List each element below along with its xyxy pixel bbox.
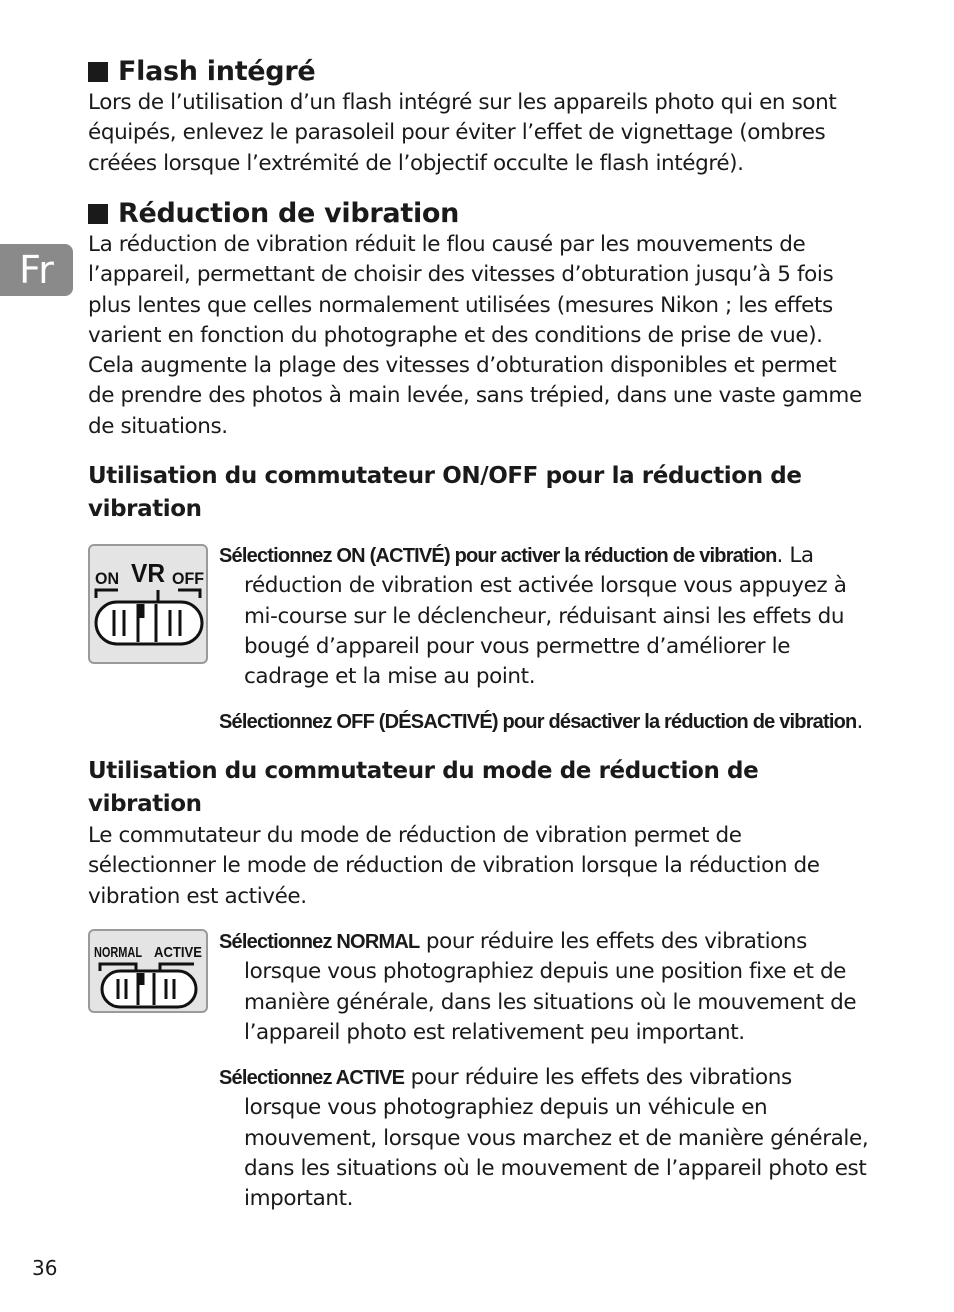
flash-body: Lors de l’utilisation d’un flash intégré sur les appareils photo qui en sont équipés, enlevez le parasoleil pour éviter l’effet de vignettage (ombres créées lorsque l’extrémité de l’objectif occulte le flash intégré). bbox=[88, 90, 837, 176]
mode-entry-normal bbox=[219, 927, 869, 1048]
mode-entry-active-text: pour réduire les effets des vibrations lorsque vous photographiez depuis un véhicule en mouvement, lorsque vous marchez et de manière générale, dans les situations où le mouvement de l’appareil photo est important. bbox=[244, 1065, 869, 1212]
switch-off-label: OFF bbox=[172, 569, 204, 588]
flash-title: Flash intégré bbox=[118, 56, 316, 87]
switch-normal-label: NORMAL bbox=[94, 944, 142, 961]
section-vr bbox=[88, 198, 868, 442]
mode-body: Le commutateur du mode de réduction de vibration permet de sélectionner le mode de réduction de vibration lorsque la réduction de vibration est activée. bbox=[88, 823, 820, 909]
vr-title: Réduction de vibration bbox=[118, 198, 460, 229]
switch-on-label: ON bbox=[95, 569, 119, 588]
mode-entry-active bbox=[219, 1063, 869, 1214]
switch-graphic-icon bbox=[90, 546, 206, 662]
square-bullet-icon bbox=[88, 62, 108, 82]
vr-mode-switch-illustration bbox=[88, 929, 208, 1013]
section-onoff bbox=[88, 460, 828, 526]
switch-active-label: ACTIVE bbox=[154, 944, 202, 961]
section-flash bbox=[88, 56, 868, 179]
flash-heading bbox=[88, 56, 868, 88]
switch-vr-label: VR bbox=[131, 558, 166, 588]
mode-entry-active-lead: Sélectionnez ACTIVE bbox=[219, 1067, 405, 1089]
mode-heading: Utilisation du commutateur du mode de réduction de vibration bbox=[88, 758, 759, 817]
onoff-entry-off-text: . bbox=[856, 709, 863, 734]
vr-body: La réduction de vibration réduit le flou causé par les mouvements de l’appareil, permettant de choisir des vitesses d’obturation jusqu’à 5 fois plus lentes que celles normalement utilisées (mesures Nikon ; les effets varient en fonction du photographe et des conditions de prise de vue). Cela augmente la plage des vitesses d’obturation disponibles et permet de prendre des photos à main levée, sans trépied, dans une vaste gamme de situations. bbox=[88, 232, 862, 439]
onoff-entry-off-lead: Sélectionnez OFF (DÉSACTIVÉ) pour désactiver la réduction de vibration bbox=[219, 711, 857, 733]
onoff-heading: Utilisation du commutateur ON/OFF pour la réduction de vibration bbox=[88, 463, 802, 522]
onoff-entry-on-lead: Sélectionnez ON (ACTIVÉ) pour activer la réduction de vibration bbox=[219, 545, 777, 567]
vr-heading bbox=[88, 198, 868, 230]
mode-switch-graphic-icon bbox=[90, 931, 206, 1011]
section-mode bbox=[88, 755, 828, 821]
square-bullet-icon bbox=[88, 204, 108, 224]
onoff-entry-off bbox=[219, 707, 869, 737]
mode-entry-normal-text: pour réduire les effets des vibrations lorsque vous photographiez depuis une position fixe et de manière générale, dans les situations où le mouvement de l’appareil photo est relativement peu important. bbox=[244, 929, 857, 1045]
onoff-entry-on bbox=[219, 541, 869, 692]
mode-entry-normal-lead: Sélectionnez NORMAL bbox=[219, 931, 420, 953]
language-tab: Fr bbox=[0, 244, 73, 296]
page-number: 36 bbox=[32, 1256, 58, 1280]
vr-onoff-switch-illustration bbox=[88, 544, 208, 664]
section-mode-body bbox=[88, 821, 868, 912]
onoff-entry-on-text: . La réduction de vibration est activée lorsque vous appuyez à mi-course sur le déclencheur, réduisant ainsi les effets du bougé d’appareil pour vous permettre d’améliorer le cadrage et la mise au point. bbox=[244, 543, 847, 690]
